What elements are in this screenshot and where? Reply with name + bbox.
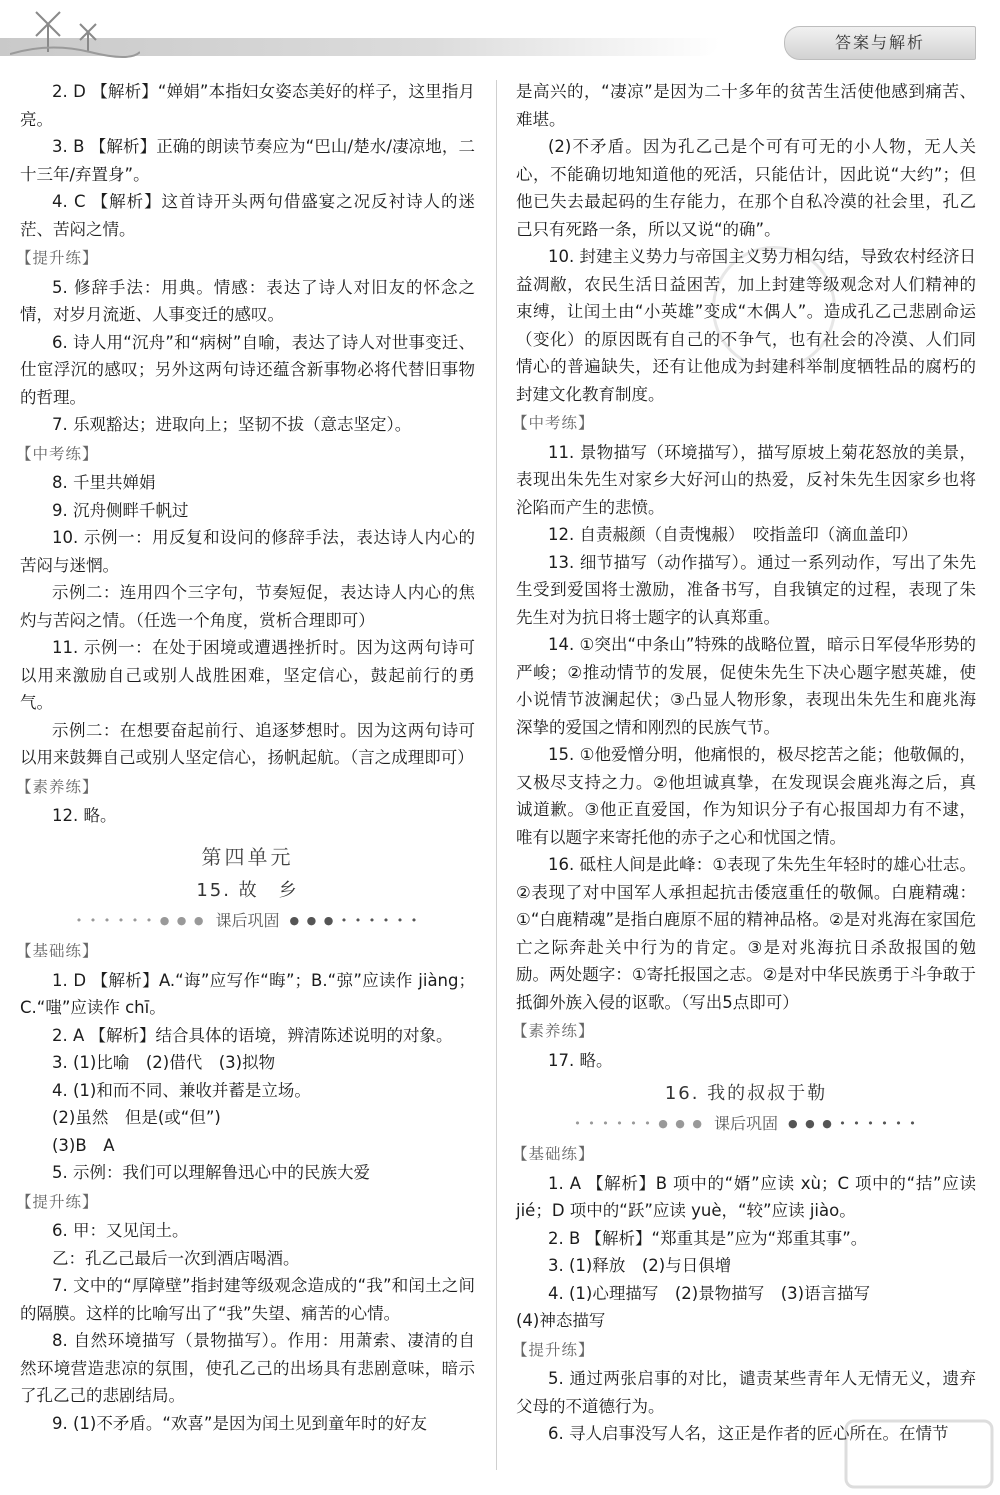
header-section-tab: 答案与解析: [784, 26, 976, 60]
answer-paragraph: 6. 诗人用“沉舟”和“病树”自喻，表达了诗人对世事变迁、仕宦浮沉的感叹；另外这两句诗还蕴含新事物必将代替旧事物的哲理。: [20, 332, 475, 407]
page-header: [0, 0, 1000, 62]
divider-label: 课后巩固: [713, 1113, 778, 1133]
answer-paragraph: 12. 略。: [52, 806, 117, 825]
section-label: 【中考练】: [512, 414, 595, 432]
answer-paragraph: (4)神态描写: [516, 1311, 606, 1330]
column-divider: [496, 80, 497, 1470]
divider-label: 课后巩固: [215, 910, 280, 930]
answer-paragraph: 乙：孔乙己最后一次到酒店喝酒。: [52, 1248, 300, 1268]
lesson-title: 16. 我的叔叔于勒: [664, 1083, 828, 1104]
answer-paragraph: 6. 甲：又见闰土。: [52, 1221, 189, 1240]
section-label: 【提升练】: [16, 1192, 99, 1211]
answer-paragraph: 3. (1)比喻 (2)借代 (3)拟物: [52, 1053, 276, 1072]
watermark-stamp-icon: [712, 246, 836, 370]
answer-paragraph: 2. D 【解析】“婵娟”本指妇女姿态美好的样子，这里指月亮。: [20, 82, 475, 129]
answer-paragraph: 3. B 【解析】正确的朗读节奏应为“巴山/楚水/凄凉地，二十三年/弃置身”。: [20, 137, 475, 184]
windmill-logo-icon: [10, 2, 140, 58]
answer-paragraph: 4. (1)和而不同、兼收并蓄是立场。: [52, 1080, 311, 1100]
answer-paragraph: 4. (1)心理描写 (2)景物描写 (3)语言描写: [548, 1283, 871, 1303]
answer-paragraph: 6. 寻人启事没写人名，这正是作者的匠心所在。在情节: [548, 1424, 949, 1443]
section-label: 【基础练】: [512, 1145, 595, 1163]
answer-paragraph: 10. 封建主义势力与帝国主义势力相勾结，导致农村经济日益凋敝，农民生活日益困苦，加上封建等级观念对人们精神的束缚，让闰土由“小英雄”变成“木偶人”。造成孔乙己悲剧命运（变化）的原因既有自己的不争气，也有社会的冷漠、人们同情心的普遍缺失，还有让他成为封建科举制度牺牲品的腐朽的封建文化教育制度。: [516, 247, 976, 404]
answer-paragraph: 是高兴的，“凄凉”是因为二十多年的贫苦生活使他感到痛苦、难堪。: [516, 82, 976, 129]
answer-paragraph: 2. A 【解析】结合具体的语境，辨清陈述说明的对象。: [52, 1025, 453, 1045]
dot-line-right: ● ● ● • • • • • •: [289, 913, 420, 927]
lesson-title: 15. 故 乡: [196, 880, 299, 901]
answer-paragraph: (3)B A: [52, 1135, 115, 1155]
answer-paragraph: 15. ①他爱憎分明，他痛恨的，极尽挖苦之能；他敬佩的，又极尽支持之力。②他坦诚真挚，在发现误会鹿兆海之后，真诚道歉。③他正直爱国，作为知识分子有心报国却力有不逮，唯有以题字来寄托他的赤子之心和忧国之情。: [516, 745, 976, 847]
section-divider: [20, 907, 475, 935]
section-label: 【中考练】: [16, 444, 99, 463]
answer-paragraph: 2. B 【解析】“郑重其是”应为“郑重其事”。: [548, 1228, 868, 1248]
answer-paragraph: 17. 略。: [548, 1050, 613, 1070]
section-label: 【提升练】: [16, 249, 99, 267]
answer-paragraph: 9. (1)不矛盾。“欢喜”是因为闰土见到童年时的好友: [52, 1413, 427, 1433]
left-column: [16, 78, 475, 1437]
section-divider: [516, 1110, 976, 1138]
answer-paragraph: 11. 景物描写（环境描写），描写原坡上菊花怒放的美景，表现出朱先生对家乡大好河山的热爱，反衬朱先生因家乡也将沦陷而产生的悲愤。: [516, 442, 976, 517]
dot-line-right: ● ● ● • • • • • •: [788, 1116, 918, 1130]
section-label: 【素养练】: [512, 1022, 595, 1040]
answer-paragraph: 5. 示例：我们可以理解鲁迅心中的民族大爱: [52, 1163, 370, 1182]
answer-paragraph: 5. 通过两张启事的对比，谴责某些青年人无情无义，遗弃父母的不道德行为。: [516, 1369, 976, 1416]
answer-paragraph: 16. 砥柱人间是此峰：①表现了朱先生年轻时的雄心壮志。②表现了对中国军人承担起抗击倭寇重任的敬佩。白鹿精魂：①“白鹿精魂”是指白鹿原不屈的精神品格。②是对兆海在家国危亡之际奔赴关中行为的肯定。③是对兆海抗日杀敌报国的勉励。两处题字：①寄托报国之志。②是对中华民族勇于斗争敢于抵御外族入侵的讴歌。（写出5点即可）: [516, 855, 976, 1012]
answer-paragraph: 10. 示例一：用反复和设问的修辞手法，表达诗人内心的苦闷与迷惘。: [20, 528, 475, 575]
answer-paragraph: 7. 文中的“厚障壁”指封建等级观念造成的“我”和闰土之间的隔膜。这样的比喻写出了“我”失望、痛苦的心情。: [20, 1276, 475, 1323]
answer-paragraph: 4. C 【解析】这首诗开头两句借盛宴之况反衬诗人的迷茫、苦闷之情。: [20, 192, 475, 239]
answer-paragraph: 1. A 【解析】B 项中的“婿”应读 xù；C 项中的“拮”应读 jié；D 项中的“跃”应读 yuè，“较”应读 jiào。: [516, 1173, 976, 1220]
unit-title: 第四单元: [201, 844, 294, 869]
dot-line-left: • • • • • • ● ● ●: [75, 913, 206, 927]
section-label: 【素养练】: [16, 777, 99, 796]
corner-watermark-logo-icon: [844, 1419, 994, 1489]
answer-paragraph: 8. 千里共婵娟: [52, 473, 156, 492]
answer-paragraph: (2)虽然 但是(或“但”): [52, 1108, 221, 1127]
answer-paragraph: (2)不矛盾。因为孔乙己是个可有可无的小人物，无人关心，不能确切地知道他的死活，只能估计，因此说“大约”；但他已失去最起码的生存能力，在那个自私冷漠的社会里，孔乙己只有死路一条，所以又说“的确”。: [516, 137, 976, 239]
answer-paragraph: 7. 乐观豁达；进取向上；坚韧不拔（意志坚定）。: [52, 415, 412, 434]
answer-paragraph: 14. ①突出“中条山”特殊的战略位置，暗示日军侵华形势的严峻；②推动情节的发展，促使朱先生下决心题字慰英雄，使小说情节波澜起伏；③凸显人物形象，表现出朱先生和鹿兆海深挚的爱国之情和刚烈的民族气节。: [516, 635, 976, 737]
answer-paragraph: 示例二：在想要奋起前行、追逐梦想时。因为这两句诗可以用来鼓舞自己或别人坚定信心，扬帆起航。（言之成理即可）: [20, 720, 475, 767]
answer-paragraph: 3. (1)释放 (2)与日俱增: [548, 1256, 732, 1275]
answer-paragraph: 11. 示例一：在处于困境或遭遇挫折时。因为这两句诗可以用来激励自己或别人战胜困难，坚定信心，鼓起前行的勇气。: [20, 638, 475, 712]
answer-paragraph: 12. 自责赧颜（自责愧赧） 咬指盖印（滴血盖印）: [548, 525, 918, 544]
section-label: 【基础练】: [16, 942, 99, 960]
answer-paragraph: 5. 修辞手法：用典。情感：表达了诗人对旧友的怀念之情，对岁月流逝、人事变迁的感叹。: [20, 277, 475, 324]
dot-line-left: • • • • • • ● ● ●: [574, 1116, 704, 1130]
section-label: 【提升练】: [512, 1340, 595, 1359]
answer-paragraph: 1. D 【解析】A.“诲”应写作“晦”；B.“弶”应读作 jiàng；C.“嗤”应读作 chī。: [20, 970, 475, 1017]
answer-paragraph: 9. 沉舟侧畔千帆过: [52, 500, 189, 520]
answer-paragraph: 示例二：连用四个三字句，节奏短促，表达诗人内心的焦灼与苦闷之情。（任选一个角度，赏析合理即可）: [20, 583, 475, 630]
answer-paragraph: 8. 自然环境描写（景物描写）。作用：用萧索、凄清的自然环境营造悲凉的氛围，使孔乙己的出场具有悲剧意味，暗示了孔乙己的悲剧结局。: [20, 1331, 475, 1405]
answer-paragraph: 13. 细节描写（动作描写）。通过一系列动作，写出了朱先生受到爱国将士激励，准备书写，自我镇定的过程，表现了朱先生对为抗日将士题字的认真郑重。: [516, 552, 976, 627]
